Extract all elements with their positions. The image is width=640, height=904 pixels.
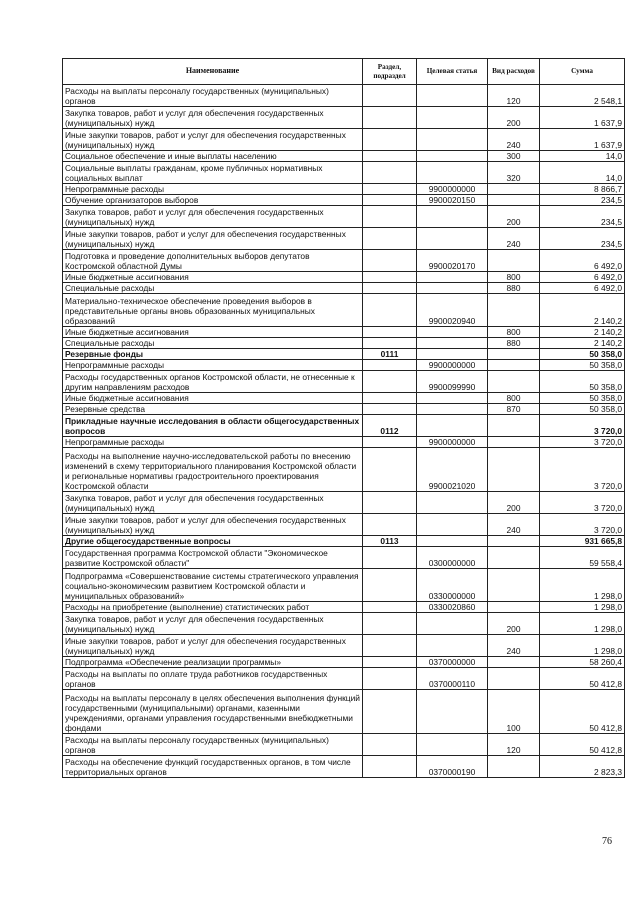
table-row: [63, 151, 625, 162]
header-target: Целевая статья: [417, 59, 488, 85]
cell-type: [488, 415, 540, 437]
table-body: [63, 85, 625, 778]
cell-section: [363, 437, 417, 448]
cell-name: Расходы на приобретение (выполнение) статистических работ: [63, 602, 363, 613]
cell-target: [417, 129, 488, 151]
table-row: [63, 657, 625, 668]
cell-target: [417, 338, 488, 349]
cell-type: 800: [488, 272, 540, 283]
cell-target: [417, 404, 488, 415]
cell-name: Закупка товаров, работ и услуг для обеспечения государственных (муниципальных) нужд: [63, 492, 363, 514]
cell-target: [417, 492, 488, 514]
cell-section: [363, 371, 417, 393]
table-row: [63, 228, 625, 250]
cell-type: 120: [488, 85, 540, 107]
cell-sum: 14,0: [540, 151, 625, 162]
table-row: [63, 635, 625, 657]
cell-section: [363, 338, 417, 349]
cell-target: [417, 85, 488, 107]
cell-sum: 1 298,0: [540, 602, 625, 613]
cell-name: Материально-техническое обеспечение проведения выборов в представительные органы вновь образованных муниципальных образований: [63, 294, 363, 327]
cell-target: [417, 514, 488, 536]
cell-target: 9900099990: [417, 371, 488, 393]
cell-type: [488, 349, 540, 360]
cell-name: Закупка товаров, работ и услуг для обеспечения государственных (муниципальных) нужд: [63, 613, 363, 635]
cell-section: [363, 404, 417, 415]
cell-name: Расходы на выплаты персоналу государственных (муниципальных) органов: [63, 85, 363, 107]
table-row: [63, 690, 625, 734]
table-row: [63, 162, 625, 184]
cell-sum: 931 665,8: [540, 536, 625, 547]
cell-type: 240: [488, 514, 540, 536]
cell-sum: 58 260,4: [540, 657, 625, 668]
table-row: [63, 448, 625, 492]
cell-section: [363, 272, 417, 283]
cell-section: [363, 756, 417, 778]
cell-target: [417, 327, 488, 338]
cell-type: [488, 184, 540, 195]
cell-name: Непрограммные расходы: [63, 360, 363, 371]
cell-type: [488, 360, 540, 371]
table-row: [63, 294, 625, 327]
cell-target: 9900020170: [417, 250, 488, 272]
cell-sum: 2 548,1: [540, 85, 625, 107]
cell-target: 0370000110: [417, 668, 488, 690]
cell-name: Резервные фонды: [63, 349, 363, 360]
cell-type: [488, 250, 540, 272]
cell-target: 0300000000: [417, 547, 488, 569]
cell-target: 0330020860: [417, 602, 488, 613]
table-row: [63, 668, 625, 690]
cell-sum: 6 492,0: [540, 250, 625, 272]
cell-type: [488, 448, 540, 492]
cell-sum: 234,5: [540, 195, 625, 206]
table-row: [63, 327, 625, 338]
cell-target: 9900021020: [417, 448, 488, 492]
cell-target: 9900000000: [417, 437, 488, 448]
cell-target: [417, 228, 488, 250]
cell-name: Иные бюджетные ассигнования: [63, 272, 363, 283]
cell-section: [363, 613, 417, 635]
cell-name: Иные бюджетные ассигнования: [63, 393, 363, 404]
cell-section: [363, 228, 417, 250]
cell-section: [363, 107, 417, 129]
cell-name: Социальное обеспечение и иные выплаты населению: [63, 151, 363, 162]
cell-section: [363, 129, 417, 151]
table-row: [63, 206, 625, 228]
table-row: [63, 250, 625, 272]
cell-target: [417, 613, 488, 635]
cell-sum: 2 140,2: [540, 338, 625, 349]
cell-target: 0370000190: [417, 756, 488, 778]
cell-section: [363, 360, 417, 371]
cell-type: [488, 602, 540, 613]
table-header-row: [63, 59, 625, 85]
cell-sum: 3 720,0: [540, 448, 625, 492]
cell-type: [488, 371, 540, 393]
cell-target: [417, 734, 488, 756]
cell-type: [488, 536, 540, 547]
cell-section: [363, 250, 417, 272]
cell-target: [417, 690, 488, 734]
table-row: [63, 393, 625, 404]
cell-name: Расходы на выплаты по оплате труда работников государственных органов: [63, 668, 363, 690]
table-row: [63, 195, 625, 206]
cell-sum: 59 558,4: [540, 547, 625, 569]
cell-target: [417, 151, 488, 162]
cell-section: 0112: [363, 415, 417, 437]
cell-name: Иные закупки товаров, работ и услуг для обеспечения государственных (муниципальных) нужд: [63, 228, 363, 250]
table-row: [63, 184, 625, 195]
cell-section: 0111: [363, 349, 417, 360]
table-row: [63, 536, 625, 547]
cell-name: Расходы государственных органов Костромской области, не отнесенные к другим направлениям расходов: [63, 371, 363, 393]
header-sum: Сумма: [540, 59, 625, 85]
cell-section: [363, 294, 417, 327]
cell-type: 200: [488, 206, 540, 228]
cell-target: [417, 283, 488, 294]
header-name: Наименование: [63, 59, 363, 85]
cell-section: [363, 151, 417, 162]
cell-sum: 14,0: [540, 162, 625, 184]
cell-section: [363, 393, 417, 404]
cell-target: [417, 162, 488, 184]
cell-name: Расходы на обеспечение функций государственных органов, в том числе территориальных органов: [63, 756, 363, 778]
cell-type: 200: [488, 492, 540, 514]
cell-section: [363, 283, 417, 294]
cell-type: 240: [488, 129, 540, 151]
cell-section: [363, 514, 417, 536]
table-row: [63, 415, 625, 437]
cell-section: [363, 327, 417, 338]
cell-sum: 234,5: [540, 206, 625, 228]
cell-name: Резервные средства: [63, 404, 363, 415]
cell-section: [363, 195, 417, 206]
cell-target: 9900000000: [417, 184, 488, 195]
cell-sum: 3 720,0: [540, 514, 625, 536]
cell-sum: 50 358,0: [540, 393, 625, 404]
cell-type: 880: [488, 283, 540, 294]
cell-target: [417, 206, 488, 228]
cell-name: Закупка товаров, работ и услуг для обеспечения государственных (муниципальных) нужд: [63, 206, 363, 228]
cell-target: 0370000000: [417, 657, 488, 668]
cell-name: Расходы на выплаты персоналу в целях обеспечения выполнения функций государственными (муниципальными) органами, казенными учреждениями, органами управления государственными внебюджетными фондами: [63, 690, 363, 734]
cell-sum: 50 412,8: [540, 690, 625, 734]
table-row: [63, 371, 625, 393]
cell-type: 120: [488, 734, 540, 756]
cell-type: 870: [488, 404, 540, 415]
cell-type: [488, 437, 540, 448]
page-number: 76: [602, 836, 612, 847]
header-section: Раздел, подраздел: [363, 59, 417, 85]
cell-name: Специальные расходы: [63, 283, 363, 294]
cell-type: 240: [488, 228, 540, 250]
cell-type: 200: [488, 107, 540, 129]
cell-section: [363, 492, 417, 514]
table-row: [63, 437, 625, 448]
cell-name: Подпрограмма «Совершенствование системы стратегического управления социально-экономическим развитием Костромской области и муниципальных образований»: [63, 569, 363, 602]
cell-name: Непрограммные расходы: [63, 437, 363, 448]
cell-target: 9900020940: [417, 294, 488, 327]
cell-section: [363, 690, 417, 734]
cell-section: [363, 448, 417, 492]
cell-section: [363, 657, 417, 668]
cell-sum: 1 298,0: [540, 613, 625, 635]
table-row: [63, 602, 625, 613]
cell-section: [363, 569, 417, 602]
cell-section: [363, 602, 417, 613]
cell-section: [363, 184, 417, 195]
table-row: [63, 85, 625, 107]
table-row: [63, 547, 625, 569]
cell-sum: 2 823,3: [540, 756, 625, 778]
cell-name: Подготовка и проведение дополнительных выборов депутатов Костромской областной Думы: [63, 250, 363, 272]
cell-target: 9900020150: [417, 195, 488, 206]
cell-type: [488, 657, 540, 668]
table-row: [63, 107, 625, 129]
cell-sum: 1 298,0: [540, 569, 625, 602]
cell-section: [363, 734, 417, 756]
cell-section: [363, 635, 417, 657]
cell-name: Обучение организаторов выборов: [63, 195, 363, 206]
cell-type: 100: [488, 690, 540, 734]
cell-sum: 1 637,9: [540, 107, 625, 129]
cell-sum: 1 298,0: [540, 635, 625, 657]
cell-section: 0113: [363, 536, 417, 547]
cell-name: Подпрограмма «Обеспечение реализации программы»: [63, 657, 363, 668]
cell-target: [417, 107, 488, 129]
cell-target: 9900000000: [417, 360, 488, 371]
cell-target: [417, 349, 488, 360]
cell-sum: 50 412,8: [540, 734, 625, 756]
budget-table: [62, 58, 625, 778]
cell-name: Специальные расходы: [63, 338, 363, 349]
cell-sum: 50 358,0: [540, 371, 625, 393]
cell-sum: 2 140,2: [540, 294, 625, 327]
cell-type: [488, 756, 540, 778]
cell-name: Иные закупки товаров, работ и услуг для обеспечения государственных (муниципальных) нужд: [63, 635, 363, 657]
cell-type: 320: [488, 162, 540, 184]
cell-sum: 6 492,0: [540, 272, 625, 283]
cell-target: [417, 393, 488, 404]
cell-sum: 3 720,0: [540, 415, 625, 437]
cell-type: 880: [488, 338, 540, 349]
table-row: [63, 283, 625, 294]
table-row: [63, 734, 625, 756]
table-row: [63, 360, 625, 371]
cell-name: Иные бюджетные ассигнования: [63, 327, 363, 338]
cell-name: Прикладные научные исследования в области общегосударственных вопросов: [63, 415, 363, 437]
cell-type: 240: [488, 635, 540, 657]
cell-sum: 3 720,0: [540, 437, 625, 448]
cell-target: [417, 415, 488, 437]
cell-type: 200: [488, 613, 540, 635]
cell-sum: 1 637,9: [540, 129, 625, 151]
cell-name: Расходы на выплаты персоналу государственных (муниципальных) органов: [63, 734, 363, 756]
cell-sum: 8 866,7: [540, 184, 625, 195]
cell-target: 0330000000: [417, 569, 488, 602]
cell-name: Закупка товаров, работ и услуг для обеспечения государственных (муниципальных) нужд: [63, 107, 363, 129]
cell-name: Иные закупки товаров, работ и услуг для обеспечения государственных (муниципальных) нужд: [63, 514, 363, 536]
table-row: [63, 569, 625, 602]
cell-section: [363, 85, 417, 107]
cell-target: [417, 536, 488, 547]
cell-name: Другие общегосударственные вопросы: [63, 536, 363, 547]
table-row: [63, 404, 625, 415]
cell-sum: 2 140,2: [540, 327, 625, 338]
cell-section: [363, 206, 417, 228]
cell-type: 300: [488, 151, 540, 162]
cell-name: Иные закупки товаров, работ и услуг для обеспечения государственных (муниципальных) нужд: [63, 129, 363, 151]
cell-type: [488, 195, 540, 206]
cell-sum: 50 412,8: [540, 668, 625, 690]
cell-type: [488, 668, 540, 690]
cell-type: 800: [488, 327, 540, 338]
cell-type: [488, 547, 540, 569]
cell-sum: 6 492,0: [540, 283, 625, 294]
table-row: [63, 514, 625, 536]
cell-name: Государственная программа Костромской области "Экономическое развитие Костромской области": [63, 547, 363, 569]
cell-target: [417, 635, 488, 657]
table-row: [63, 613, 625, 635]
table-row: [63, 756, 625, 778]
cell-type: [488, 294, 540, 327]
cell-section: [363, 668, 417, 690]
cell-name: Расходы на выполнение научно-исследовательской работы по внесению изменений в схему территориального планирования Костромской области и региональные нормативы градостроительного проектирования Костромской области: [63, 448, 363, 492]
header-type: Вид расходов: [488, 59, 540, 85]
cell-sum: 50 358,0: [540, 360, 625, 371]
cell-sum: 50 358,0: [540, 404, 625, 415]
table-row: [63, 129, 625, 151]
cell-sum: 234,5: [540, 228, 625, 250]
cell-section: [363, 162, 417, 184]
cell-type: [488, 569, 540, 602]
table-row: [63, 349, 625, 360]
cell-sum: 50 358,0: [540, 349, 625, 360]
cell-name: Социальные выплаты гражданам, кроме публичных нормативных социальных выплат: [63, 162, 363, 184]
table-row: [63, 492, 625, 514]
cell-name: Непрограммные расходы: [63, 184, 363, 195]
table-row: [63, 272, 625, 283]
cell-sum: 3 720,0: [540, 492, 625, 514]
table-row: [63, 338, 625, 349]
cell-section: [363, 547, 417, 569]
cell-target: [417, 272, 488, 283]
cell-type: 800: [488, 393, 540, 404]
